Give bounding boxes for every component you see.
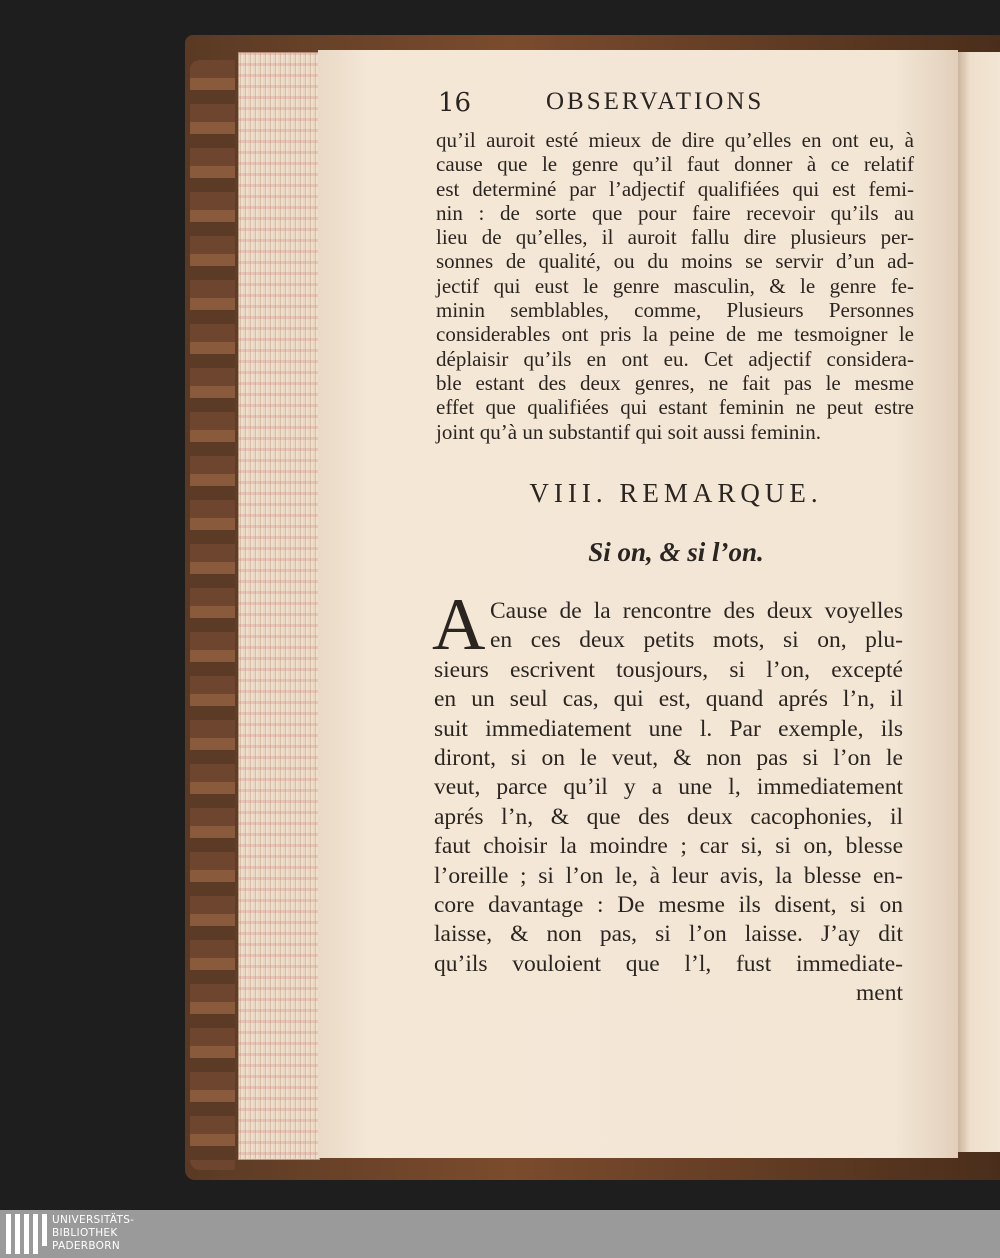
page-header — [438, 88, 908, 122]
text-line: en ces deux petits mots, si on, plu- — [490, 627, 903, 654]
text-line: suit immediatement une l. Par exemple, ils — [434, 715, 903, 742]
text-line: ble estant des deux genres, ne fait pas le mesme — [436, 370, 914, 395]
text-line: en un seul cas, qui est, quand aprés l’n, il — [434, 686, 903, 713]
library-name-line: BIBLIOTHEK — [52, 1227, 118, 1239]
paragraph-1 — [436, 128, 914, 444]
text-line: sonnes de qualité, ou du moins se servir d’un ad- — [436, 249, 914, 274]
text-line: l’oreille ; si l’on le, à leur avis, la blesse en- — [434, 862, 903, 889]
text-line: joint qu’à un substantif qui soit aussi feminin. — [436, 419, 821, 444]
text-line: effet que qualifiées qui estant feminin ne peut estre — [436, 395, 914, 420]
library-name-line: UNIVERSITÄTS- — [52, 1214, 135, 1226]
library-logo-icon — [6, 1214, 46, 1254]
paragraph-2 — [434, 597, 903, 1008]
page-edges — [238, 52, 320, 1160]
book-spine — [190, 60, 235, 1170]
text-line: Cause de la rencontre des deux voyelles — [490, 598, 903, 624]
text-line: jectif qui eust le genre masculin, & le genre fe- — [436, 273, 914, 298]
text-line: aprés l’n, & que des deux cacophonies, il — [434, 803, 903, 830]
text-line: nin : de sorte que pour faire recevoir qu’ils au — [436, 200, 914, 225]
text-line: veut, parce qu’il y a une l, immediatement — [434, 774, 903, 801]
text-line: core davantage : De mesme ils disent, si on — [434, 891, 903, 918]
running-head: OBSERVATIONS — [546, 88, 765, 115]
text-line: laisse, & non pas, si l’on laisse. J’ay dit — [434, 921, 903, 948]
drop-cap: A — [432, 584, 486, 666]
section-subtitle: Si on, & si l’on. — [588, 537, 764, 567]
speckled-edge — [238, 52, 320, 1160]
text-line: sieurs escrivent tousjours, si l’on, excepté — [434, 656, 903, 683]
text-line: cause que le genre qu’il faut donner à ce relatif — [436, 152, 914, 177]
text-line: qu’il auroit esté mieux de dire qu’elles en ont eu, à — [436, 128, 914, 152]
page-number: 16 — [438, 88, 472, 118]
text-line: déplaisir qu’ils en ont eu. Cet adjectif considera- — [436, 346, 914, 371]
library-footer — [0, 1210, 1000, 1258]
library-name-line: PADERBORN — [52, 1240, 120, 1252]
section-heading: VIII. REMARQUE. — [529, 478, 823, 508]
text-line: qu’ils vouloient que l’l, fust immediate- — [434, 950, 903, 977]
text-line: lieu de qu’elles, il auroit fallu dire plusieurs per- — [436, 225, 914, 250]
text-line: faut choisir la moindre ; car si, si on, blesse — [434, 833, 903, 860]
text-line: minin semblables, comme, Plusieurs Personnes — [436, 298, 914, 323]
text-line: est determiné par l’adjectif qualifiées qui est femi- — [436, 176, 914, 201]
facing-page-edge — [958, 52, 1000, 1152]
text-line: considerables ont pris la peine de me tesmoigner le — [436, 322, 914, 347]
text-line: diront, si on le veut, & non pas si l’on le — [434, 744, 903, 771]
library-name — [52, 1214, 134, 1253]
catchword: ment — [856, 980, 903, 1007]
